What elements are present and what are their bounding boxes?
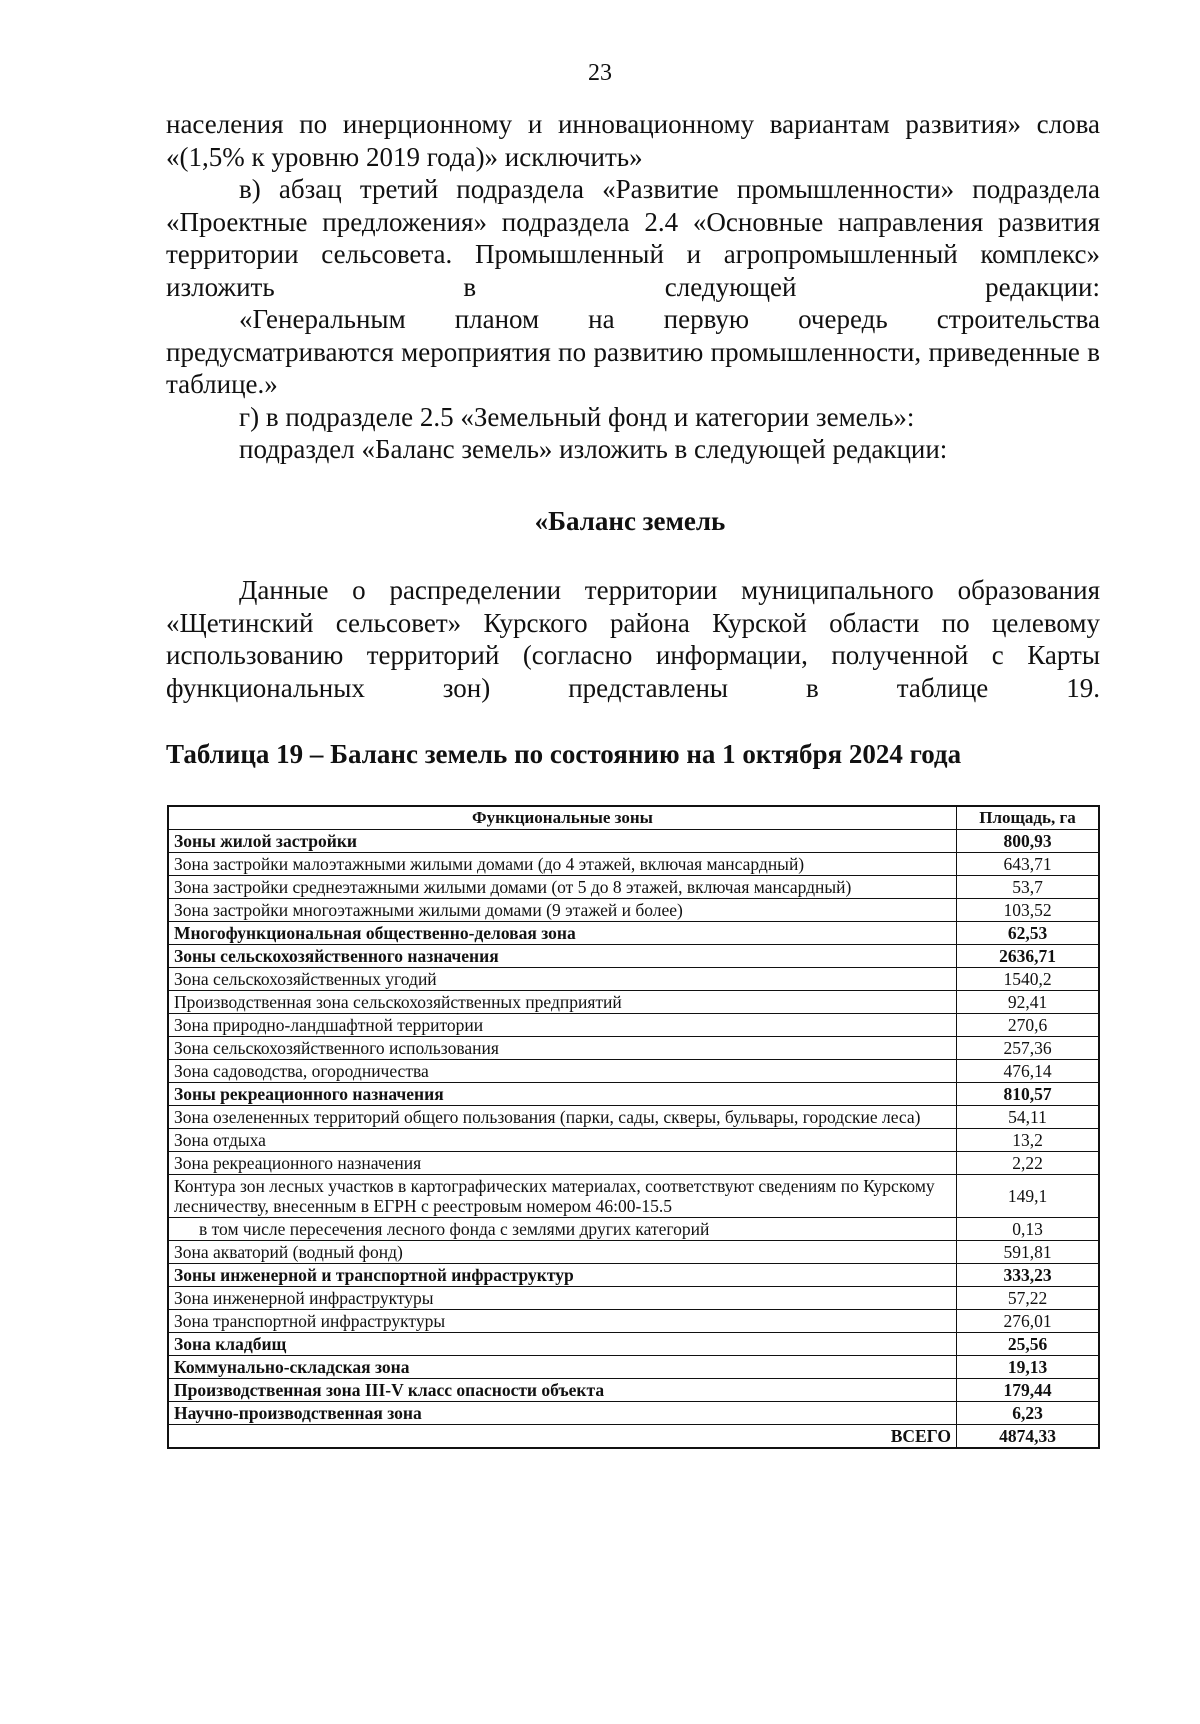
area-cell: 591,81 bbox=[957, 1241, 1100, 1264]
table-row bbox=[168, 876, 1099, 899]
table-row bbox=[168, 1356, 1099, 1379]
area-cell: 57,22 bbox=[957, 1287, 1100, 1310]
area-cell: 149,1 bbox=[957, 1175, 1100, 1218]
area-cell: 643,71 bbox=[957, 853, 1100, 876]
zone-cell: Зона садоводства, огородничества bbox=[168, 1060, 957, 1083]
zone-cell: Зона инженерной инфраструктуры bbox=[168, 1287, 957, 1310]
table-header-row bbox=[168, 806, 1099, 830]
area-cell: 103,52 bbox=[957, 899, 1100, 922]
section-heading: «Баланс земель bbox=[534, 506, 726, 536]
area-cell: 257,36 bbox=[957, 1037, 1100, 1060]
area-cell: 62,53 bbox=[957, 922, 1100, 945]
paragraph-item-g: г) в подразделе 2.5 «Земельный фонд и категории земель»: bbox=[239, 401, 915, 432]
table-row bbox=[168, 1402, 1099, 1425]
area-cell: 810,57 bbox=[957, 1083, 1100, 1106]
zone-cell: Зона кладбищ bbox=[168, 1333, 957, 1356]
total-value: 4874,33 bbox=[957, 1425, 1100, 1449]
zone-cell: Зоны инженерной и транспортной инфраструктур bbox=[168, 1264, 957, 1287]
table-row bbox=[168, 1241, 1099, 1264]
area-cell: 54,11 bbox=[957, 1106, 1100, 1129]
area-cell: 270,6 bbox=[957, 1014, 1100, 1037]
table-row bbox=[168, 968, 1099, 991]
zone-cell: Коммунально-складская зона bbox=[168, 1356, 957, 1379]
table-row bbox=[168, 899, 1099, 922]
area-cell: 800,93 bbox=[957, 830, 1100, 853]
table-row bbox=[168, 1152, 1099, 1175]
zone-cell: Зона озелененных территорий общего пользования (парки, сады, скверы, бульвары, городские леса) bbox=[168, 1106, 957, 1129]
paragraph-land-distribution: Данные о распределении территории муниципального образования «Щетинский сельсовет» Курского района Курской области по целевому использованию территорий (согласно информации, полученной с Карты функциональных зон) представлены в таблице 19. bbox=[166, 575, 1100, 703]
table-row bbox=[168, 853, 1099, 876]
table-row bbox=[168, 1379, 1099, 1402]
zone-cell: Производственная зона III-V класс опасности объекта bbox=[168, 1379, 957, 1402]
area-cell: 476,14 bbox=[957, 1060, 1100, 1083]
table-row bbox=[168, 1060, 1099, 1083]
table-body bbox=[168, 830, 1099, 1425]
area-cell: 0,13 bbox=[957, 1218, 1100, 1241]
zone-cell: Зона транспортной инфраструктуры bbox=[168, 1310, 957, 1333]
zone-cell: в том числе пересечения лесного фонда с землями других категорий bbox=[168, 1218, 957, 1241]
zone-cell: Контура зон лесных участков в картографических материалах, соответствуют сведениям по Курскому лесничеству, внесенным в ЕГРН с реестровым номером 46:00-15.5 bbox=[168, 1175, 957, 1218]
zone-cell: Зона рекреационного назначения bbox=[168, 1152, 957, 1175]
zone-cell: Зона застройки малоэтажными жилыми домами (до 4 этажей, включая мансардный) bbox=[168, 853, 957, 876]
area-cell: 333,23 bbox=[957, 1264, 1100, 1287]
table-row bbox=[168, 1333, 1099, 1356]
paragraph-item-v: в) абзац третий подраздела «Развитие промышленности» подраздела «Проектные предложения» подраздела 2.4 «Основные направления развития территории сельсовета. Промышленный и агропромышленный комплекс» изложить в следующей редакции: bbox=[166, 174, 1100, 302]
paragraph-continuation: населения по инерционному и инновационному вариантам развития» слова bbox=[166, 109, 1100, 139]
table-row bbox=[168, 1287, 1099, 1310]
zone-cell: Зоны сельскохозяйственного назначения bbox=[168, 945, 957, 968]
zone-cell: Зона акваторий (водный фонд) bbox=[168, 1241, 957, 1264]
table-row bbox=[168, 1083, 1099, 1106]
zone-cell: Многофункциональная общественно-деловая зона bbox=[168, 922, 957, 945]
area-cell: 6,23 bbox=[957, 1402, 1100, 1425]
area-cell: 276,01 bbox=[957, 1310, 1100, 1333]
zone-cell: Зона сельскохозяйственного использования bbox=[168, 1037, 957, 1060]
table-row bbox=[168, 1014, 1099, 1037]
page-number: 23 bbox=[588, 60, 612, 86]
area-cell: 1540,2 bbox=[957, 968, 1100, 991]
table-row bbox=[168, 830, 1099, 853]
table-row bbox=[168, 991, 1099, 1014]
header-zones: Функциональные зоны bbox=[168, 806, 957, 830]
paragraph-exclusion: «(1,5% к уровню 2019 года)» исключить» bbox=[166, 141, 643, 172]
table-row bbox=[168, 1106, 1099, 1129]
zone-cell: Зона природно-ландшафтной территории bbox=[168, 1014, 957, 1037]
area-cell: 92,41 bbox=[957, 991, 1100, 1014]
table-row bbox=[168, 922, 1099, 945]
area-cell: 19,13 bbox=[957, 1356, 1100, 1379]
zone-cell: Производственная зона сельскохозяйственных предприятий bbox=[168, 991, 957, 1014]
paragraph-quote-general-plan: «Генеральным планом на первую очередь строительства предусматриваются мероприятия по развитию промышленности, приведенные в таблице.» bbox=[166, 304, 1100, 399]
zone-cell: Зона застройки среднеэтажными жилыми домами (от 5 до 8 этажей, включая мансардный) bbox=[168, 876, 957, 899]
land-balance-table bbox=[167, 805, 1100, 1449]
table-row bbox=[168, 1218, 1099, 1241]
table-row bbox=[168, 1175, 1099, 1218]
table-caption: Таблица 19 – Баланс земель по состоянию на 1 октября 2024 года bbox=[166, 739, 962, 769]
description-text-block bbox=[166, 574, 1100, 704]
table-row bbox=[168, 1129, 1099, 1152]
header-area: Площадь, га bbox=[957, 806, 1100, 830]
zone-cell: Зоны рекреационного назначения bbox=[168, 1083, 957, 1106]
table-total-row bbox=[168, 1425, 1099, 1449]
paragraph-land-balance-subsection: подраздел «Баланс земель» изложить в следующей редакции: bbox=[239, 434, 948, 464]
area-cell: 2,22 bbox=[957, 1152, 1100, 1175]
table-row bbox=[168, 945, 1099, 968]
table-row bbox=[168, 1037, 1099, 1060]
zone-cell: Зоны жилой застройки bbox=[168, 830, 957, 853]
area-cell: 25,56 bbox=[957, 1333, 1100, 1356]
zone-cell: Зона отдыха bbox=[168, 1129, 957, 1152]
table-row bbox=[168, 1310, 1099, 1333]
opening-text-block bbox=[166, 108, 1100, 466]
zone-cell: Зона сельскохозяйственных угодий bbox=[168, 968, 957, 991]
area-cell: 179,44 bbox=[957, 1379, 1100, 1402]
area-cell: 53,7 bbox=[957, 876, 1100, 899]
zone-cell: Научно-производственная зона bbox=[168, 1402, 957, 1425]
area-cell: 13,2 bbox=[957, 1129, 1100, 1152]
area-cell: 2636,71 bbox=[957, 945, 1100, 968]
total-label: ВСЕГО bbox=[168, 1425, 957, 1449]
table-row bbox=[168, 1264, 1099, 1287]
zone-cell: Зона застройки многоэтажными жилыми домами (9 этажей и более) bbox=[168, 899, 957, 922]
